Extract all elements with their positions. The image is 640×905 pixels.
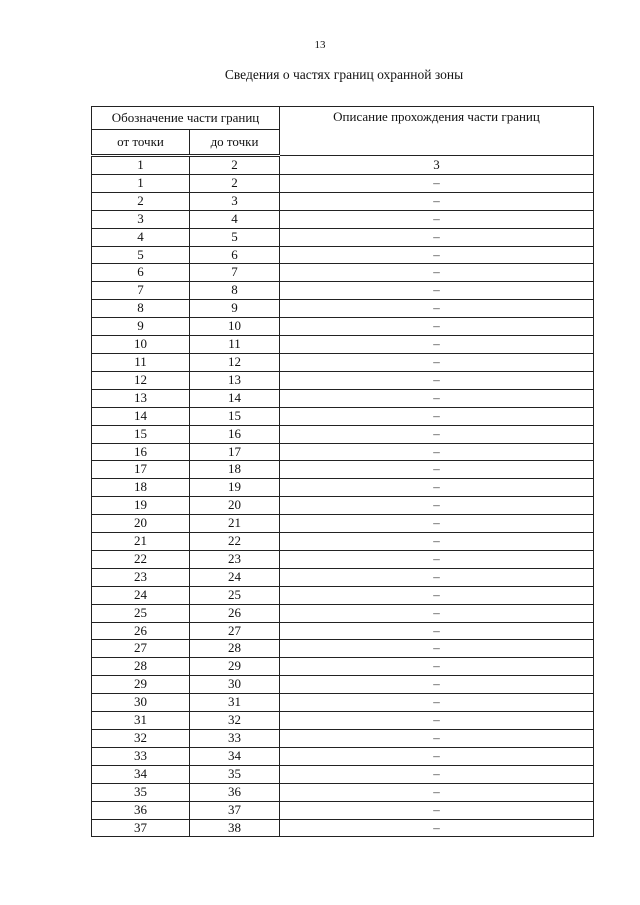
to-cell: 28 — [190, 640, 280, 658]
from-cell: 19 — [92, 497, 190, 515]
table-row — [92, 658, 594, 676]
table-row — [92, 515, 594, 533]
from-cell: 8 — [92, 300, 190, 318]
desc-cell: – — [280, 801, 594, 819]
to-cell: 16 — [190, 425, 280, 443]
desc-cell: – — [280, 318, 594, 336]
to-cell: 34 — [190, 747, 280, 765]
from-cell: 20 — [92, 515, 190, 533]
to-cell: 6 — [190, 246, 280, 264]
from-cell: 13 — [92, 389, 190, 407]
to-cell: 24 — [190, 568, 280, 586]
to-cell: 21 — [190, 515, 280, 533]
desc-header: Описание прохождения части границ — [280, 107, 594, 156]
table-row — [92, 425, 594, 443]
desc-cell: – — [280, 210, 594, 228]
table-row — [92, 497, 594, 515]
desc-cell: – — [280, 622, 594, 640]
to-cell: 4 — [190, 210, 280, 228]
to-cell: 29 — [190, 658, 280, 676]
table-row — [92, 730, 594, 748]
table-row — [92, 282, 594, 300]
table-row — [92, 765, 594, 783]
from-cell: 30 — [92, 694, 190, 712]
to-cell: 9 — [190, 300, 280, 318]
desc-cell: – — [280, 604, 594, 622]
page-title: Сведения о частях границ охранной зоны — [224, 67, 464, 82]
table-header — [92, 107, 594, 156]
desc-cell: – — [280, 228, 594, 246]
table-row — [92, 676, 594, 694]
from-cell: 29 — [92, 676, 190, 694]
from-cell: 11 — [92, 353, 190, 371]
from-header: от точки — [92, 130, 190, 156]
from-cell: 4 — [92, 228, 190, 246]
boundary-table — [91, 106, 594, 837]
table-row — [92, 533, 594, 551]
table-row — [92, 336, 594, 354]
from-cell: 5 — [92, 246, 190, 264]
table-row — [92, 264, 594, 282]
desc-cell: – — [280, 765, 594, 783]
from-cell: 23 — [92, 568, 190, 586]
desc-cell: – — [280, 712, 594, 730]
table-row — [92, 747, 594, 765]
to-cell: 32 — [190, 712, 280, 730]
numbering-cell: 1 — [92, 156, 190, 175]
page-number: 13 — [314, 39, 326, 51]
to-header: до точки — [190, 130, 280, 156]
table-row — [92, 228, 594, 246]
to-cell: 26 — [190, 604, 280, 622]
table-row — [92, 801, 594, 819]
desc-cell: – — [280, 730, 594, 748]
from-cell: 7 — [92, 282, 190, 300]
desc-cell: – — [280, 694, 594, 712]
desc-cell: – — [280, 371, 594, 389]
desc-cell: – — [280, 246, 594, 264]
desc-cell: – — [280, 819, 594, 837]
to-cell: 10 — [190, 318, 280, 336]
to-cell: 22 — [190, 533, 280, 551]
table-row — [92, 604, 594, 622]
numbering-cell: 2 — [190, 156, 280, 175]
desc-cell: – — [280, 747, 594, 765]
to-cell: 23 — [190, 550, 280, 568]
desc-cell: – — [280, 461, 594, 479]
table-row — [92, 318, 594, 336]
table-row — [92, 300, 594, 318]
table-row — [92, 371, 594, 389]
desc-cell: – — [280, 676, 594, 694]
desc-cell: – — [280, 443, 594, 461]
from-cell: 3 — [92, 210, 190, 228]
from-cell: 32 — [92, 730, 190, 748]
from-cell: 24 — [92, 586, 190, 604]
group-header: Обозначение части границ — [92, 107, 280, 130]
from-cell: 9 — [92, 318, 190, 336]
desc-cell: – — [280, 389, 594, 407]
to-cell: 27 — [190, 622, 280, 640]
table-row — [92, 783, 594, 801]
desc-cell: – — [280, 586, 594, 604]
table-row — [92, 210, 594, 228]
table-row — [92, 479, 594, 497]
table-row — [92, 640, 594, 658]
desc-cell: – — [280, 353, 594, 371]
to-cell: 12 — [190, 353, 280, 371]
desc-cell: – — [280, 425, 594, 443]
desc-cell: – — [280, 640, 594, 658]
table-body — [92, 156, 594, 837]
table-row — [92, 550, 594, 568]
from-cell: 16 — [92, 443, 190, 461]
numbering-cell: 3 — [280, 156, 594, 175]
desc-cell: – — [280, 515, 594, 533]
table-row — [92, 407, 594, 425]
desc-cell: – — [280, 192, 594, 210]
numbering-row — [92, 156, 594, 175]
desc-cell: – — [280, 336, 594, 354]
desc-cell: – — [280, 264, 594, 282]
from-cell: 35 — [92, 783, 190, 801]
to-cell: 38 — [190, 819, 280, 837]
from-cell: 22 — [92, 550, 190, 568]
desc-cell: – — [280, 783, 594, 801]
desc-cell: – — [280, 282, 594, 300]
table-row — [92, 568, 594, 586]
from-cell: 27 — [92, 640, 190, 658]
table-row — [92, 819, 594, 837]
from-cell: 18 — [92, 479, 190, 497]
from-cell: 15 — [92, 425, 190, 443]
desc-cell: – — [280, 658, 594, 676]
to-cell: 15 — [190, 407, 280, 425]
from-cell: 14 — [92, 407, 190, 425]
from-cell: 26 — [92, 622, 190, 640]
to-cell: 8 — [190, 282, 280, 300]
to-cell: 11 — [190, 336, 280, 354]
table-row — [92, 246, 594, 264]
from-cell: 10 — [92, 336, 190, 354]
from-cell: 34 — [92, 765, 190, 783]
from-cell: 17 — [92, 461, 190, 479]
to-cell: 18 — [190, 461, 280, 479]
from-cell: 6 — [92, 264, 190, 282]
to-cell: 35 — [190, 765, 280, 783]
to-cell: 3 — [190, 192, 280, 210]
to-cell: 36 — [190, 783, 280, 801]
desc-cell: – — [280, 479, 594, 497]
from-cell: 1 — [92, 174, 190, 192]
table-row — [92, 192, 594, 210]
table-row — [92, 622, 594, 640]
desc-cell: – — [280, 300, 594, 318]
to-cell: 20 — [190, 497, 280, 515]
to-cell: 31 — [190, 694, 280, 712]
to-cell: 2 — [190, 174, 280, 192]
desc-cell: – — [280, 550, 594, 568]
to-cell: 30 — [190, 676, 280, 694]
table-row — [92, 712, 594, 730]
from-cell: 36 — [92, 801, 190, 819]
table-row — [92, 461, 594, 479]
to-cell: 33 — [190, 730, 280, 748]
from-cell: 28 — [92, 658, 190, 676]
table-row — [92, 694, 594, 712]
to-cell: 5 — [190, 228, 280, 246]
table-row — [92, 353, 594, 371]
from-cell: 12 — [92, 371, 190, 389]
to-cell: 7 — [190, 264, 280, 282]
to-cell: 37 — [190, 801, 280, 819]
to-cell: 17 — [190, 443, 280, 461]
table-row — [92, 174, 594, 192]
from-cell: 2 — [92, 192, 190, 210]
from-cell: 31 — [92, 712, 190, 730]
table-row — [92, 586, 594, 604]
to-cell: 19 — [190, 479, 280, 497]
to-cell: 25 — [190, 586, 280, 604]
desc-cell: – — [280, 533, 594, 551]
from-cell: 33 — [92, 747, 190, 765]
from-cell: 21 — [92, 533, 190, 551]
table-row — [92, 389, 594, 407]
to-cell: 13 — [190, 371, 280, 389]
desc-cell: – — [280, 174, 594, 192]
to-cell: 14 — [190, 389, 280, 407]
desc-cell: – — [280, 497, 594, 515]
table-row — [92, 443, 594, 461]
from-cell: 37 — [92, 819, 190, 837]
desc-cell: – — [280, 568, 594, 586]
desc-cell: – — [280, 407, 594, 425]
from-cell: 25 — [92, 604, 190, 622]
